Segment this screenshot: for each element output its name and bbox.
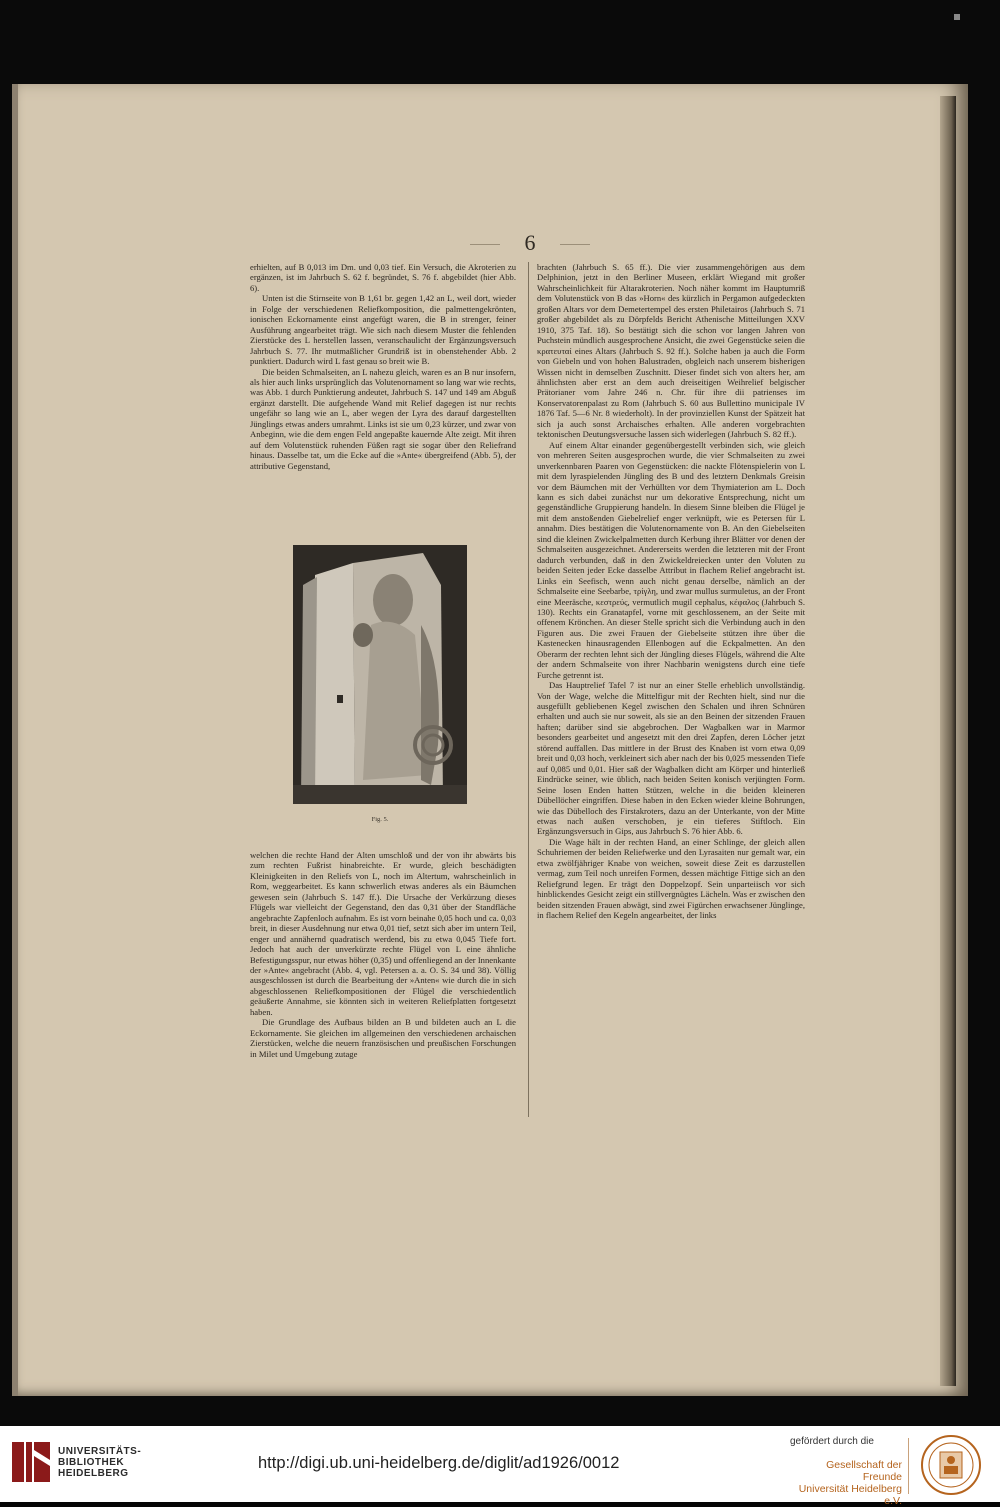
university-seal-icon[interactable] [920,1434,982,1496]
library-name-line: BIBLIOTHEK [58,1457,125,1468]
scan-corner-mark [954,14,960,20]
paragraph: brachten (Jahrbuch S. 65 ff.). Die vier zusammengehörigen aus dem Delphinion, jetzt in den Berliner Museen, erklärt Wiegand mit großer Wahrscheinlichkeit für Altarakroterien. Noch näher kommt im Hauptumriß dem Volutenstück von B das »Horn« des kürzlich in Pergamon aufgedeckten großen Altars vor dem Demetertempel des ersten Philetairos (Jahrbuch S. 71 großer abgebildet als zu Dörpfelds Bericht Athenische Mitteilungen XXV 1910, 375 Taf. 18). So bestätigt sich die schon vor langen Jahren von Puchstein mündlich ausgesprochene Ansicht, die zwei Gegenstücke seien die κρατευταί eines Altars (Jahrbuch S. 92 ff.). Solche haben ja auch die Form von Giebeln und von hohen Balustraden, obgleich nach unserem bisherigen Wissen nicht in demselben Zuschnitt. Dieser findet sich von alters her, am ähnlichsten aber erst an dem auch dreiseitigen Weihrelief belgischer Prätorianer vom Jahre 246 n. Chr. für ihre dii patrienses im Konservatorenpalast zu Rom (Jahrbuch S. 60 aus Bullettino municipale IV 1876 Taf. 5—6 Nr. 8 wiederholt). In der provinziellen Kunst der Spätzeit hat sich ja auch sonst Archaisches erhalten. Alle anderen vorgebrachten tektonischen Deutungsversuche lassen sich widerlegen (Jahrbuch S. 82 ff.). [537,262,805,440]
library-name-line: HEIDELBERG [58,1468,129,1479]
permalink-url[interactable]: http://digi.ub.uni-heidelberg.de/diglit/ad1926/0012 [258,1454,620,1472]
paragraph: Das Hauptrelief Tafel 7 ist nur an einer Stelle erheblich unvollständig. Von der Wage, welche die Mittelfigur mit der Rechten hielt, sind nur die ausgefüllt gebliebenen Kegel zwischen den Schalen und ihren Schnüren erhalten und auch sie nur soweit, als sie an den Beinen der sitzenden Frauen haften; darüber sind sie abgebrochen. Der Wagbalken war in Marmor besonders gearbeitet und angesetzt mit den drei Zapfen, deren Löcher jetzt störend auffallen. Das mittlere in der Brust des Knaben ist vorn etwa 0,09 breit und 0,03 hoch, verkleinert sich aber nach der bis 0,025 messenden Tiefe auf 0,085 und 0,01. Hier saß der Wagbalken dicht am Körper und hinterließ Eindrücke seiner, wie üblich, nach beiden Seiten konisch verjüngten Form. Seine losen Enden hatten Stützen, welche in die beiden kleineren Dübellöcher eingriffen. Diese haben in den Ecken wieder kleine Bohrungen, wie das Dübelloch des Firstakroters, dazu an der Unterkante, von der Mitte etwas nach außen verschoben, je ein tieferes Stiftloch. Ein Ergänzungsversuch in Gips, aus Jahrbuch S. 76 hier Abb. 6. [537,680,805,837]
library-name[interactable] [58,1446,141,1479]
sponsor-name[interactable] [786,1459,902,1507]
paragraph: welchen die rechte Hand der Alten umschloß und der von ihr abwärts bis zum rechten Fußrist hinabreichte. Er wurde, gleich beschädigten Kleinigkeiten in den Reliefs von L, noch im Altertum, wahrscheinlich in Rom, weggearbeitet. Es kann schwerlich etwas anderes als ein Bäumchen gewesen sein (Jahrbuch S. 147 ff.). Die Ursache der Verkürzung dieses Flügels war vielleicht der Gegenstand, den das 0,31 über der Standfläche angebrachte Zapfenloch aufnahm. Es ist vorn beinahe 0,05 hoch und ca. 0,03 breit, in dieser Ausdehnung nur etwa 0,01 tief, setzt sich aber im untern Teil, enger und annähernd quadratisch werdend, bis zu etwa 0,045 Tiefe fort. Jedoch hat auch der unverkürzte rechte Flügel von L eine ähnliche Befestigungsspur, nur etwas höher (0,35) und offenliegend an der Innenkante der »Ante« angebracht (Abb. 4, vgl. Petersen a. a. O. S. 34 und 38). Völlig ausgeschlossen ist durch die Bearbeitung der »Anten« wie durch die in sich abgeschlossenen Reliefkompositionen der Flügel die verschiedentlich geäußerte Annahme, sie könnten sich in weiteren Reliefplatten fortgesetzt haben. [250,850,516,1017]
sponsor-name-line: Gesellschaft der Freunde [826,1459,902,1483]
figure-relief-photo [293,545,467,804]
sponsor-divider [908,1438,909,1494]
figure-caption: Fig. 5. [371,816,389,823]
page-gutter-shadow [940,96,956,1386]
column-divider [528,262,529,1117]
paragraph: Unten ist die Stirnseite von B 1,61 br. gegen 1,42 an L, weil dort, wieder in Folge der verschiedenen Reliefkomposition, die palmettengekrönten, ionischen Eckornamente einst angefügt waren, die B in strenger, feiner Ausführung angearbeitet trägt. Wie sich nach diesem Muster die fehlenden Zierstücke des L herstellen lassen, veranschaulicht der Ergänzungsversuch Jahrbuch S. 77. Ihr mutmaßlicher Grundriß ist in obenstehender Abb. 2 punktiert. Dadurch wird L fast genau so breit wie B. [250,293,516,367]
right-column [537,262,805,921]
page-number: 6 [524,230,536,255]
sponsor-name-line: Universität Heidelberg e.V. [798,1483,902,1507]
ub-logo-graphic [10,1440,52,1484]
paragraph: Die Wage hält in der rechten Hand, an einer Schlinge, der gleich allen Schuhriemen der beiden Reliefwerke und den Lyrasaiten nur gemalt war, ein etwa zwölfjähriger Knabe von weichen, soweit diese Zeit es darzustellen vermag, zum Teil noch unreifen Formen, dessen mächtige Fittige sich an den Reliefgrund legen. Er trägt den Doppelzopf. Sein unparteiisch vor sich hinblickendes Gesicht zeigt ein stillvergnügtes Lächeln. Was er zwischen den beiden sitzenden Frauen abwägt, sind zwei Figürchen erwachsener Jünglinge, in flachem Relief den Kegeln angearbeitet, der links [537,836,805,921]
ub-heidelberg-logo-icon[interactable] [10,1440,52,1484]
page-number-rule-right [560,244,590,245]
relief-photo-image [293,545,467,804]
viewer-footer [0,1426,1000,1507]
left-column-upper [250,262,516,471]
paragraph: erhielten, auf B 0,013 im Dm. und 0,03 tief. Ein Versuch, die Akroterien zu ergänzen, ist im Jahrbuch S. 62 f. begründet, S. 76 f. abgebildet (hier Abb. 6). [250,262,516,293]
library-name-line: UNIVERSITÄTS- [58,1446,142,1457]
paragraph: Die Grundlage des Aufbaus bilden an B und bildeten auch an L die Eckornamente. Sie gleichen im allgemeinen den verschiedenen archaischen Zierstücken, welche die neuern französischen und preußischen Forschungen in Milet und Umgebung zutage [250,1017,516,1059]
left-column-lower [250,850,516,1059]
seal-graphic [920,1434,982,1496]
paragraph: Die beiden Schmalseiten, an L nahezu gleich, waren es an B nur insofern, als hier auch links ursprünglich das Volutenornament so lang war wie rechts, was Abb. 1 durch Punktierung andeutet, Jahrbuch S. 147 und 149 am Abguß ergänzt darstellt. Die aufgehende Wand mit Relief dagegen ist nur rechts ungefähr so lang wie an L, aber wegen der Lyra des darauf dargestellten Jünglings etwas anders umrahmt. Links ist sie um 0,23 kürzer, und zwar von Anbeginn, wie die dem engen Feld angepaßte kauernde Alte zeigt. Mit ihren auf dem Volutenstück ruhenden Füßen ragt sie sogar über den Reliefrand hinaus. Dasselbe tat, um die Ecke auf die »Ante« übergreifend (Abb. 5), der attributive Gegenstand, [250,366,516,471]
paragraph: Auf einem Altar einander gegenübergestellt verbinden sich, wie gleich von mehreren Seiten ausgesprochen wurde, die vier Schmalseiten zu zwei unverkennbaren Paaren von Gegenstücken: die nackte Flötenspielerin von L mit dem lyraspielenden Jüngling des B und des letztern Denkmals Greisin vor dem Bäumchen mit der Verhüllten vor dem Thymiaterion am L. Doch kann es sich dabei zunächst nur um dekorative Entsprechung, nicht um gegenständliche Gruppierung handeln. In diesem Sinne bleiben die Flügel je mit dem anstoßenden Giebelrelief enger verknüpft, wie es Petersen für L annahm. Dies bestätigen die Volutenornamente von B. An den Giebelseiten sind die kleinen Zwickelpalmetten durch Kerbung ihrer Blätter vor denen der Schmalseiten ausgezeichnet. Andererseits werden die letzteren mit der Front dadurch verbunden, daß in den Zwickeldreiecken unter den Voluten zu beiden Seiten jeder Ecke dasselbe Attribut in flachem Relief angebracht ist. Links ein Seefisch, wenn auch nicht genau derselbe, nämlich an der Schmalseite eine Seebarbe, τρίγλη, und zwar mullus surmuletus, an der Front eine Meeräsche, κεστρεύς, vermutlich mugil cephalus, κέφαλος (Jahrbuch S. 130). Rechts ein Granatapfel, vorne mit geschlossenem, an der Seite mit offenem Krönchen. An dieser Stelle spricht sich die Verbindung auch in den Figuren aus. Die zwei Frauen der Giebelseite stützen ihre über die Kastenecken hinausragenden Ellenbogen auf die Eckpalmetten. An den Oberarm der rechten lehnt sich der Jüngling dieses Flügels, während die Alte der andern Schmalseite von ihrer Nachbarin wenigstens durch eine tiefe Furche getrennt ist. [537,439,805,680]
page-number-rule-left [470,244,500,245]
sponsor-label: gefördert durch die [790,1436,874,1447]
